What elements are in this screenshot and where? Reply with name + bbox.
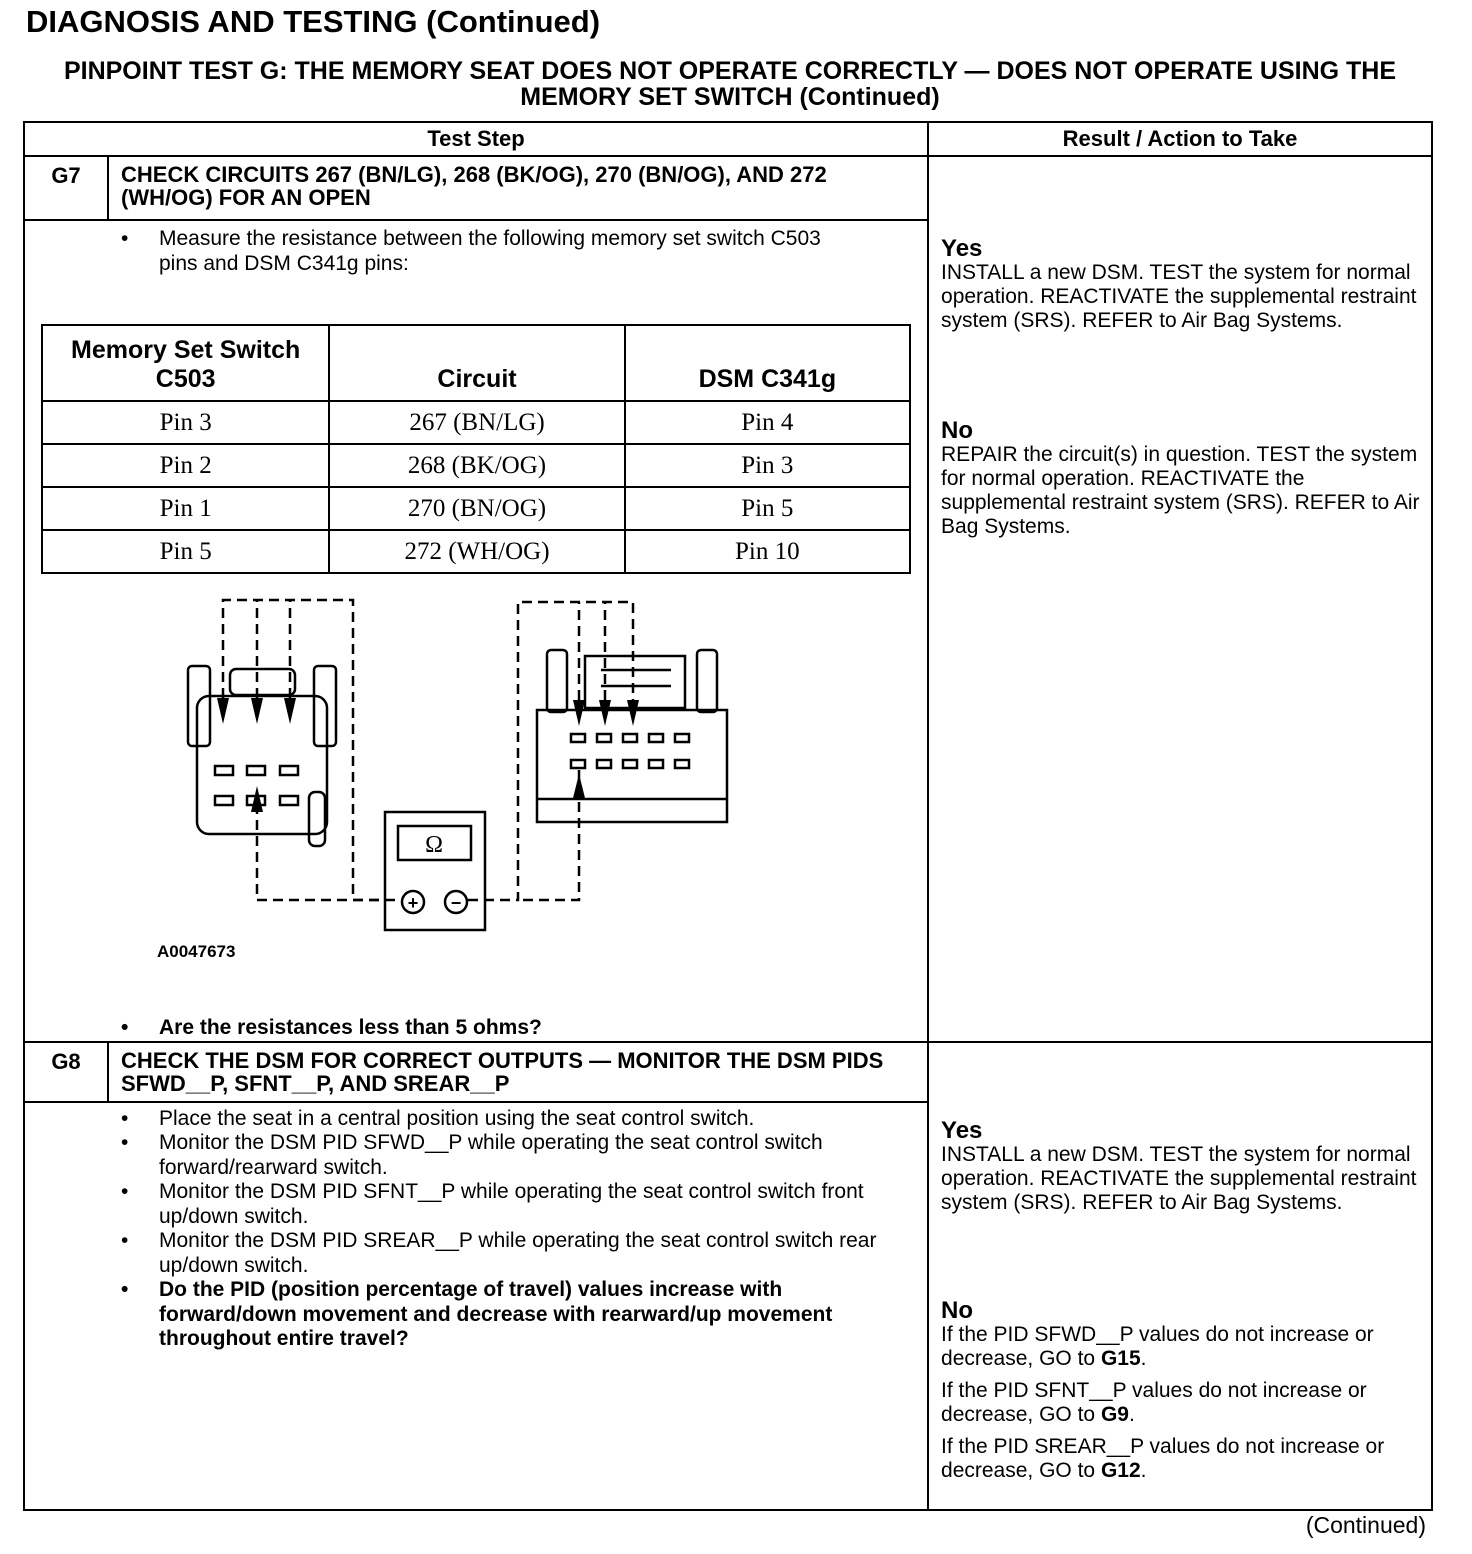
result-no-g8 (941, 1296, 1423, 1483)
meter-plus-terminal: + (407, 893, 419, 913)
table-cell: Pin 4 (625, 401, 910, 444)
yes-action-text: INSTALL a new DSM. TEST the system for normal operation. REACTIVATE the supplemental restraint system (SRS). REFER to Air Bag Systems. (941, 1142, 1417, 1214)
question-item: • Are the resistances less than 5 ohms? (25, 1016, 927, 1041)
step-question-g7 (25, 1016, 927, 1041)
step-id-g8: G8 (24, 1042, 108, 1102)
no-item: If the PID SFNT__P values do not increase or decrease, GO to G9. (941, 1378, 1367, 1426)
header-test-step: Test Step (24, 122, 928, 156)
table-cell: Pin 3 (625, 444, 910, 487)
table-cell: 272 (WH/OG) (329, 530, 624, 573)
goto-link[interactable]: G9 (1100, 1402, 1129, 1426)
step-instructions-g8 (25, 1107, 915, 1352)
pinpoint-test-table (23, 121, 1433, 1511)
result-cell-g8 (928, 1042, 1432, 1510)
table-row (42, 401, 910, 444)
table-cell: Pin 2 (42, 444, 329, 487)
instruction-item: • Place the seat in a central position using the seat control switch. (25, 1107, 915, 1132)
no-item: If the PID SFWD__P values do not increase or decrease, GO to G15. (941, 1322, 1374, 1370)
instruction-item: • Monitor the DSM PID SFNT__P while operating the seat control switch front up/down switch. (25, 1180, 915, 1229)
table-cell: Pin 1 (42, 487, 329, 530)
header-result-action: Result / Action to Take (928, 122, 1432, 156)
table-cell: Pin 3 (42, 401, 329, 444)
table-cell: Pin 5 (42, 530, 329, 573)
goto-link[interactable]: G15 (1100, 1346, 1141, 1370)
step-body-g8 (24, 1102, 928, 1510)
continued-note: (Continued) (1305, 1512, 1426, 1538)
table-row (42, 530, 910, 573)
table-cell: 270 (BN/OG) (329, 487, 624, 530)
no-item: If the PID SREAR__P values do not increase or decrease, GO to G12. (941, 1434, 1385, 1482)
yes-label: Yes (941, 1116, 983, 1144)
table-cell: Pin 10 (625, 530, 910, 573)
table-row (42, 487, 910, 530)
step-body-g7 (24, 220, 928, 1042)
result-yes-g7 (941, 237, 1423, 333)
ohm-symbol: Ω (425, 832, 443, 858)
figure-id: A0047673 (157, 942, 236, 961)
step-title-g7: CHECK CIRCUITS 267 (BN/LG), 268 (BK/OG), 270 (BN/OG), AND 272 (WH/OG) FOR AN OPEN (108, 156, 928, 220)
pin-table-header-switch: Memory Set Switch C503 (42, 325, 329, 401)
wiring-diagram (25, 574, 925, 1014)
yes-label: Yes (941, 235, 983, 262)
pinpoint-test-title: PINPOINT TEST G: THE MEMORY SEAT DOES NOT OPERATE CORRECTLY — DOES NOT OPERATE USING THE MEMORY SET SWITCH (Continued) (63, 57, 1397, 111)
pin-table-header-circuit: Circuit (329, 325, 624, 401)
step-title-g8: CHECK THE DSM FOR CORRECT OUTPUTS — MONITOR THE DSM PIDS SFWD__P, SFNT__P, AND SREAR__P (108, 1042, 928, 1102)
step-id-g7: G7 (24, 156, 108, 220)
meter-minus-terminal: − (450, 893, 462, 913)
table-row (42, 444, 910, 487)
ohmmeter (385, 812, 485, 930)
pin-table-header-dsm: DSM C341g (625, 325, 910, 401)
pin-table (41, 324, 911, 574)
no-label: No (941, 1296, 974, 1324)
instruction-item: • Monitor the DSM PID SFWD__P while operating the seat control switch forward/rearward switch. (25, 1131, 915, 1180)
goto-link[interactable]: G12 (1100, 1458, 1141, 1482)
instruction-item: • Measure the resistance between the following memory set switch C503 pins and DSM C341g pins: (25, 227, 927, 276)
connector-c503 (188, 666, 336, 846)
instruction-item: • Monitor the DSM PID SREAR__P while operating the seat control switch rear up/down switch. (25, 1229, 915, 1278)
result-no-g7 (941, 419, 1423, 539)
yes-action-text: INSTALL a new DSM. TEST the system for normal operation. REACTIVATE the supplemental restraint system (SRS). REFER to Air Bag Systems. (941, 261, 1417, 332)
table-cell: Pin 5 (625, 487, 910, 530)
result-cell-g7 (928, 156, 1432, 1042)
no-action-text: REPAIR the circuit(s) in question. TEST the system for normal operation. REACTIVATE the supplemental restraint system (SRS). REFER to Air Bag Systems. (941, 443, 1420, 538)
table-cell: 267 (BN/LG) (329, 401, 624, 444)
step-instructions-g7 (25, 227, 927, 276)
result-yes-g8 (941, 1116, 1423, 1215)
question-item: • Do the PID (position percentage of travel) values increase with forward/down movement and decrease with rearward/up movement throughout entire travel? (25, 1278, 915, 1352)
page-title: DIAGNOSIS AND TESTING (Continued) (26, 4, 601, 39)
no-label: No (941, 417, 974, 444)
table-cell: 268 (BK/OG) (329, 444, 624, 487)
